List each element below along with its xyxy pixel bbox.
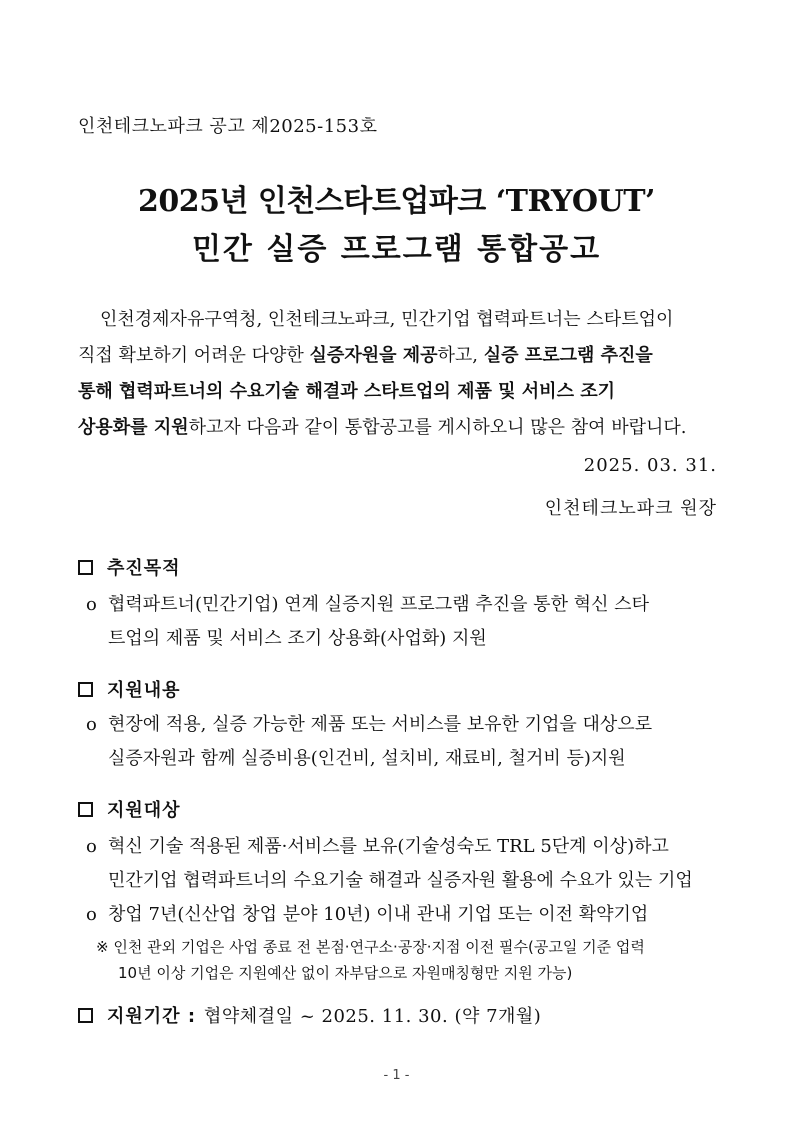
intro-line-3 — [78, 374, 718, 410]
content-bullet — [86, 710, 652, 736]
bullet-marker: o — [86, 594, 97, 615]
intro-emphasis: 실증 프로그램 추진을 — [483, 345, 653, 366]
target-bullet-2 — [86, 900, 648, 926]
bullet-text: 협력파트너(민간기업) 연계 실증지원 프로그램 추진을 통한 혁신 스타 — [108, 594, 649, 615]
checkbox-square-icon — [78, 1008, 93, 1023]
intro-line-4 — [78, 410, 718, 446]
notice-number: 인천테크노파크 공고 제2025-153호 — [78, 116, 378, 137]
checkbox-square-icon — [78, 682, 93, 697]
purpose-bullet-cont: 트업의 제품 및 서비스 조기 상용화(사업화) 지원 — [108, 628, 487, 649]
bullet-marker: o — [86, 836, 97, 857]
section-title: 추진목적 — [107, 558, 181, 579]
target-note-cont: 10년 이상 기업은 지원예산 없이 자부담으로 자원매칭형만 지원 가능) — [118, 964, 573, 982]
page-number: - 1 - — [383, 1068, 410, 1083]
notice-date: 2025. 03. 31. — [583, 455, 717, 476]
title-line-2: 민간 실증 프로그램 통합공고 — [191, 232, 602, 267]
checkbox-square-icon — [78, 560, 93, 575]
intro-emphasis: 상용화를 지원 — [78, 417, 189, 438]
purpose-bullet — [86, 590, 649, 616]
bullet-marker: o — [86, 904, 97, 925]
section-content-heading — [78, 676, 181, 702]
signer: 인천테크노파크 원장 — [544, 498, 717, 519]
target-bullet-1 — [86, 832, 669, 858]
intro-text: 하고자 다음과 같이 통합공고를 게시하오니 많은 참여 바랍니다. — [188, 417, 687, 438]
target-bullet-1-cont: 민간기업 협력파트너의 수요기술 해결과 실증자원 활용에 수요가 있는 기업 — [108, 870, 693, 891]
intro-line-1: 인천경제자유구역청, 인천테크노파크, 민간기업 협력파트너는 스타트업이 — [100, 309, 674, 330]
bullet-text: 혁신 기술 적용된 제품·서비스를 보유(기술성숙도 TRL 5단계 이상)하고 — [108, 836, 669, 857]
title-line-1: 2025년 인천스타트업파크 ‘TRYOUT’ — [138, 184, 655, 219]
intro-line-2 — [78, 338, 718, 374]
bullet-text: 창업 7년(신산업 창업 분야 10년) 이내 관내 기업 또는 이전 확약기업 — [108, 904, 649, 925]
intro-text: 직접 확보하기 어려운 다양한 — [78, 345, 310, 366]
section-title: 지원대상 — [107, 800, 181, 821]
intro-emphasis: 통해 협력파트너의 수요기술 해결과 스타트업의 제품 및 서비스 조기 — [78, 381, 615, 402]
section-title: 지원내용 — [107, 680, 181, 701]
content-bullet-cont: 실증자원과 함께 실증비용(인건비, 설치비, 재료비, 철거비 등)지원 — [108, 748, 626, 769]
section-target-heading — [78, 796, 181, 822]
section-period-heading — [78, 1002, 541, 1028]
intro-paragraph — [78, 302, 718, 446]
intro-text: 하고, — [437, 345, 484, 366]
bullet-text: 현장에 적용, 실증 가능한 제품 또는 서비스를 보유한 기업을 대상으로 — [108, 714, 653, 735]
checkbox-square-icon — [78, 802, 93, 817]
intro-emphasis: 실증자원을 제공 — [309, 345, 438, 366]
target-note: ※ 인천 관외 기업은 사업 종료 전 본점·연구소·공장·지점 이전 필수(공고일 기준 업력 — [96, 938, 645, 956]
period-value: 협약체결일 ~ 2025. 11. 30. (약 7개월) — [204, 1006, 542, 1027]
section-purpose-heading — [78, 554, 181, 580]
section-title: 지원기간 : — [107, 1006, 197, 1027]
bullet-marker: o — [86, 714, 97, 735]
